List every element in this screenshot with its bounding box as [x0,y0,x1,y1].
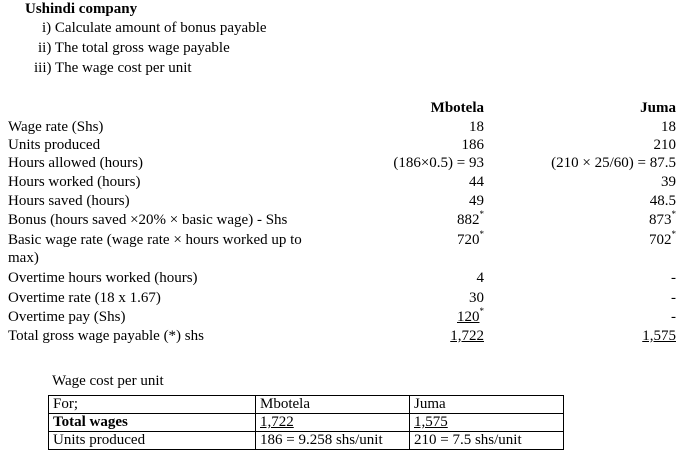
row-label-hours-saved: Hours saved (hours) [8,193,130,209]
mbotela-wage-rate: 18 [469,119,484,135]
wage-cost-header-juma: Juma [410,396,564,414]
juma-bonus: 873* [649,209,676,228]
row-label-units-produced: Units produced [8,137,101,153]
wage-cost-header-for: For; [49,396,256,414]
column-header-mbotela: Mbotela [430,100,484,116]
row-label-basic-wage-rate: Basic wage rate (wage rate × hours worked up to [8,232,302,248]
mbotela-bonus: 882* [457,209,484,228]
wage-cost-total-wages-mbotela: 1,722 [256,414,410,432]
row-label-bonus: Bonus (hours saved ×20% × basic wage) - Shs [8,212,288,228]
row-label-overtime-hours: Overtime hours worked (hours) [8,270,198,286]
wage-cost-units-juma: 210 = 7.5 shs/unit [410,432,564,450]
question-3: iii) The wage cost per unit [34,60,192,76]
wage-cost-title: Wage cost per unit [52,373,164,389]
mbotela-hours-allowed: (186×0.5) = 93 [393,155,484,171]
juma-overtime-pay: - [671,309,676,325]
juma-hours-worked: 39 [661,174,676,190]
wage-cost-table [48,395,564,450]
juma-overtime-hours: - [671,270,676,286]
juma-wage-rate: 18 [661,119,676,135]
wage-cost-units-mbotela: 186 = 9.258 shs/unit [256,432,410,450]
row-label-total-gross-wage: Total gross wage payable (*) shs [8,328,204,344]
mbotela-units-produced: 186 [461,137,484,153]
table-row [49,396,564,414]
column-header-juma: Juma [640,100,676,116]
mbotela-overtime-pay: 120* [457,306,484,325]
wage-cost-units-label: Units produced [49,432,256,450]
row-label-wage-rate: Wage rate (Shs) [8,119,104,135]
page-title: Ushindi company [25,1,138,17]
wage-cost-total-wages-juma: 1,575 [410,414,564,432]
mbotela-total-gross-wage: 1,722 [450,328,484,344]
question-1: i) Calculate amount of bonus payable [42,20,267,36]
juma-hours-saved: 48.5 [649,193,676,209]
question-2: ii) The total gross wage payable [38,40,230,56]
mbotela-basic-wage: 720* [457,229,484,248]
juma-overtime-rate: - [671,290,676,306]
table-row [49,414,564,432]
row-label-hours-worked: Hours worked (hours) [8,174,141,190]
table-row [49,432,564,450]
row-label-basic-wage-rate-cont: max) [8,250,39,266]
wage-cost-header-mbotela: Mbotela [256,396,410,414]
mbotela-overtime-hours: 4 [476,270,484,286]
juma-basic-wage: 702* [649,229,676,248]
mbotela-hours-worked: 44 [469,174,484,190]
juma-hours-allowed: (210 × 25/60) = 87.5 [551,155,676,171]
juma-total-gross-wage: 1,575 [642,328,676,344]
juma-units-produced: 210 [653,137,676,153]
row-label-overtime-pay: Overtime pay (Shs) [8,309,126,325]
row-label-hours-allowed: Hours allowed (hours) [8,155,143,171]
wage-cost-total-wages-label: Total wages [49,414,256,432]
mbotela-hours-saved: 49 [469,193,484,209]
row-label-overtime-rate: Overtime rate (18 x 1.67) [8,290,161,306]
mbotela-overtime-rate: 30 [469,290,484,306]
